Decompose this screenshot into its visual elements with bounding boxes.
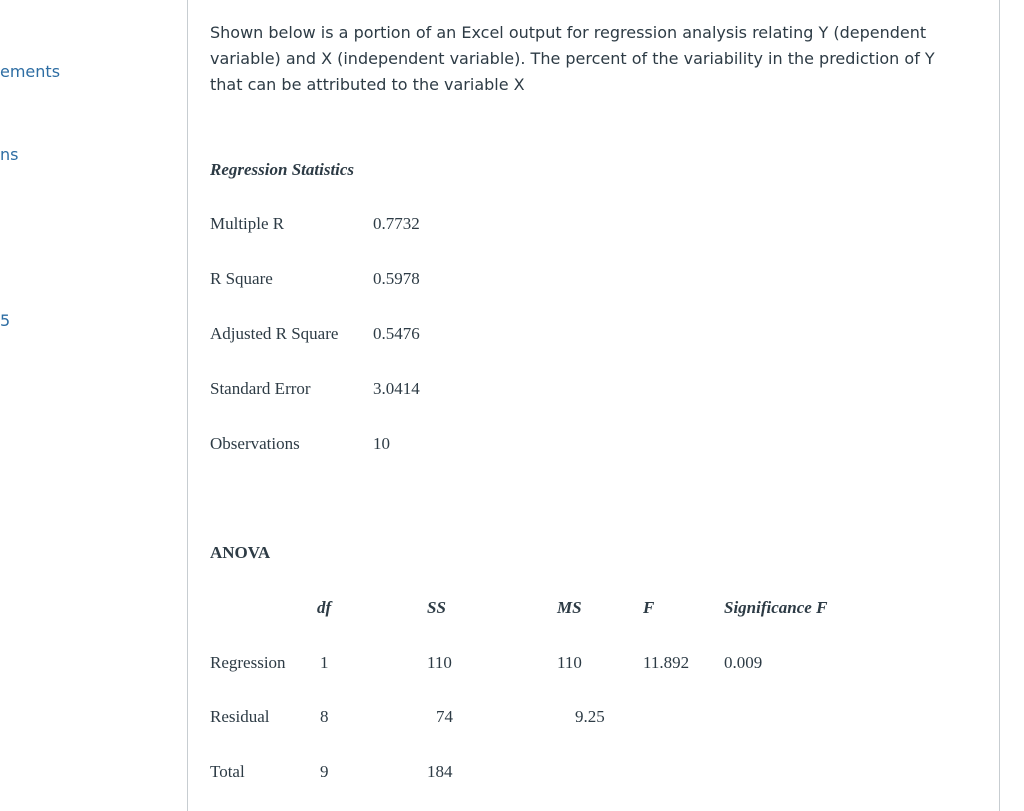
stat-label-r-square: R Square — [210, 269, 273, 288]
stat-value-observations: 10 — [373, 434, 390, 453]
anova-title: ANOVA — [210, 543, 271, 562]
nav-link-announcements[interactable]: ements — [0, 62, 61, 81]
stat-value-multiple-r: 0.7732 — [373, 214, 420, 233]
regression-statistics-title: Regression Statistics — [210, 160, 355, 179]
question-text: Shown below is a portion of an Excel output for regression analysis relating Y (dependent variable) and X (independent variable). The percent of the variability in the prediction of Y that can be attributed to the variable X — [210, 23, 935, 94]
stat-label-adjusted-r-square: Adjusted R Square — [210, 324, 339, 343]
anova-cell-ss: 184 — [427, 762, 453, 781]
stat-value-r-square: 0.5978 — [373, 269, 420, 288]
stat-label-observations: Observations — [210, 434, 300, 453]
anova-header-df: df — [317, 598, 332, 617]
anova-cell-df: 8 — [320, 707, 329, 726]
anova-cell-df: 1 — [320, 653, 329, 672]
anova-header-ss: SS — [427, 598, 446, 617]
anova-cell-ss: 110 — [427, 653, 452, 672]
course-navigation-sidebar — [0, 0, 188, 811]
stat-label-multiple-r: Multiple R — [210, 214, 285, 233]
anova-header-ms: MS — [557, 598, 582, 617]
content-divider — [999, 0, 1000, 811]
anova-cell-significance-f: 0.009 — [724, 653, 763, 672]
anova-row-label-residual: Residual — [210, 707, 270, 726]
anova-row-label-regression: Regression — [210, 653, 286, 672]
anova-cell-ss: 74 — [436, 707, 453, 726]
anova-header-significance-f: Significance F — [724, 598, 828, 617]
nav-link-item[interactable]: 5 — [0, 311, 11, 330]
anova-cell-df: 9 — [320, 762, 329, 781]
anova-header-f: F — [643, 598, 655, 617]
anova-cell-ms: 110 — [557, 653, 582, 672]
stat-label-standard-error: Standard Error — [210, 379, 311, 398]
stat-value-adjusted-r-square: 0.5476 — [373, 324, 420, 343]
nav-link-discussions[interactable]: ns — [0, 145, 19, 164]
anova-cell-f: 11.892 — [643, 653, 690, 672]
anova-row-label-total: Total — [210, 762, 245, 781]
anova-cell-ms: 9.25 — [575, 707, 605, 726]
stat-value-standard-error: 3.0414 — [373, 379, 420, 398]
